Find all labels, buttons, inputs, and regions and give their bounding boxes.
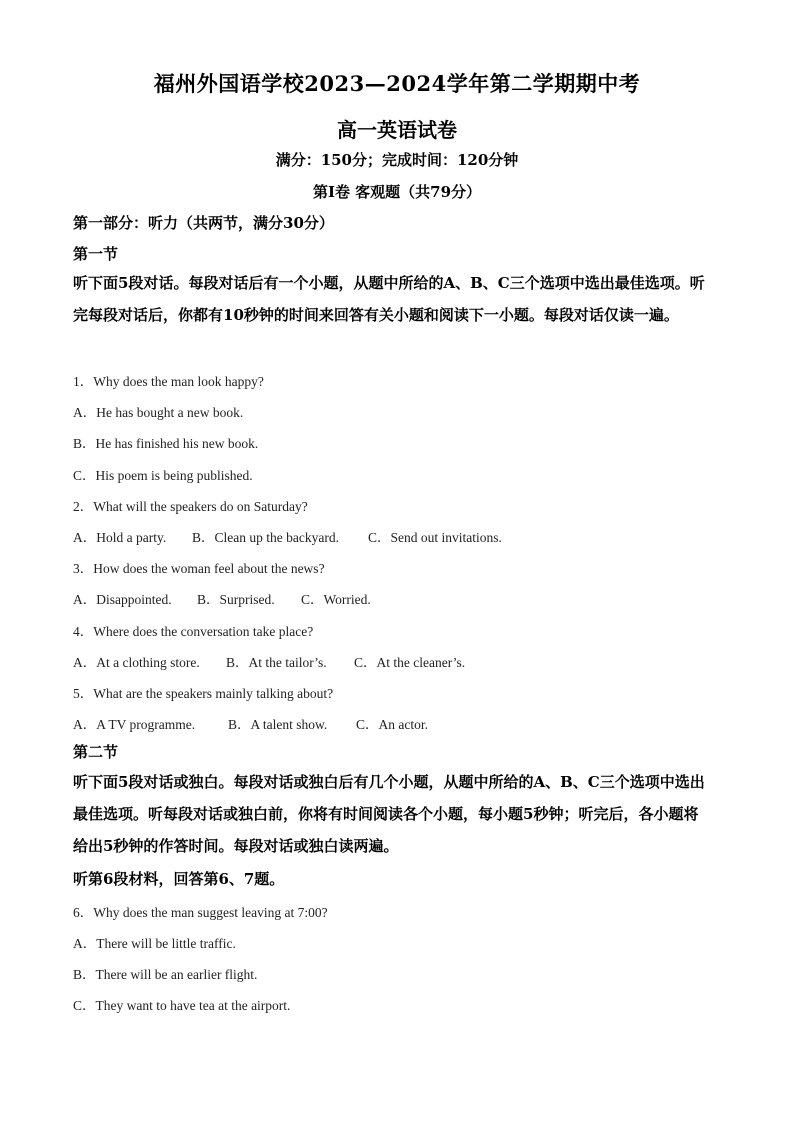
q4-option-b: B．At the tailor’s. bbox=[226, 655, 327, 670]
q2-option-b: B．Clean up the backyard. bbox=[192, 530, 339, 545]
q3-option-c: C．Worried. bbox=[301, 592, 371, 607]
part1-heading: 第一部分：听力（共两节，满分30分） bbox=[73, 214, 334, 232]
q5-option-b: B．A talent show. bbox=[228, 717, 328, 732]
q4-option-c: C．At the cleaner’s. bbox=[354, 655, 466, 670]
q6-option-b: B．There will be an earlier flight. bbox=[73, 967, 258, 982]
question-4: 4．Where does the conversation take place? bbox=[73, 624, 314, 639]
section1-instructions: 听下面5段对话。每段对话后有一个小题，从题中所给的A、B、C三个选项中选出最佳选项。听完每段对话后，你都有10秒钟的时间来回答有关小题和阅读下一小题。每段对话仅读一遍。 bbox=[73, 274, 705, 324]
q6-option-a: A．There will be little traffic. bbox=[73, 936, 236, 951]
q1-option-c: C．His poem is being published. bbox=[73, 468, 253, 483]
q5-option-a: A．A TV programme. bbox=[73, 717, 196, 732]
question-1: 1．Why does the man look happy? bbox=[73, 374, 264, 389]
question-3: 3．How does the woman feel about the news? bbox=[73, 561, 325, 576]
q2-option-c: C．Send out invitations. bbox=[368, 530, 502, 545]
q2-options bbox=[73, 526, 502, 546]
question-5: 5．What are the speakers mainly talking about? bbox=[73, 686, 334, 701]
exam-subtitle: 高一英语试卷 bbox=[337, 118, 457, 142]
volume-heading: 第Ⅰ卷 客观题（共79分） bbox=[312, 183, 482, 201]
q3-option-a: A．Disappointed. bbox=[73, 592, 172, 607]
q3-option-b: B．Surprised. bbox=[197, 592, 275, 607]
exam-title: 福州外国语学校2023—2024学年第二学期期中考 bbox=[153, 71, 641, 96]
section1-label: 第一节 bbox=[73, 245, 119, 263]
q5-options bbox=[73, 713, 428, 733]
material-note: 听第6段材料，回答第6、7题。 bbox=[73, 870, 285, 888]
q2-option-a: A．Hold a party. bbox=[73, 530, 167, 545]
q3-options bbox=[73, 588, 371, 608]
score-time-info: 满分：150分；完成时间：120分钟 bbox=[275, 151, 519, 169]
q4-options bbox=[73, 651, 465, 671]
q1-option-b: B．He has finished his new book. bbox=[73, 436, 259, 451]
q5-option-c: C．An actor. bbox=[356, 717, 428, 732]
section2-label: 第二节 bbox=[73, 743, 119, 761]
q1-option-a: A．He has bought a new book. bbox=[73, 405, 244, 420]
q6-option-c: C．They want to have tea at the airport. bbox=[73, 998, 291, 1013]
question-6: 6．Why does the man suggest leaving at 7:00? bbox=[73, 905, 328, 920]
section2-instructions: 听下面5段对话或独白。每段对话或独白后有几个小题，从题中所给的A、B、C三个选项中选出最佳选项。听每段对话或独白前，你将有时间阅读各个小题，每小题5秒钟；听完后，各小题将给出5秒钟的作答时间。每段对话或独白读两遍。 bbox=[73, 773, 705, 855]
q4-option-a: A．At a clothing store. bbox=[73, 655, 200, 670]
question-2: 2．What will the speakers do on Saturday? bbox=[73, 499, 308, 514]
